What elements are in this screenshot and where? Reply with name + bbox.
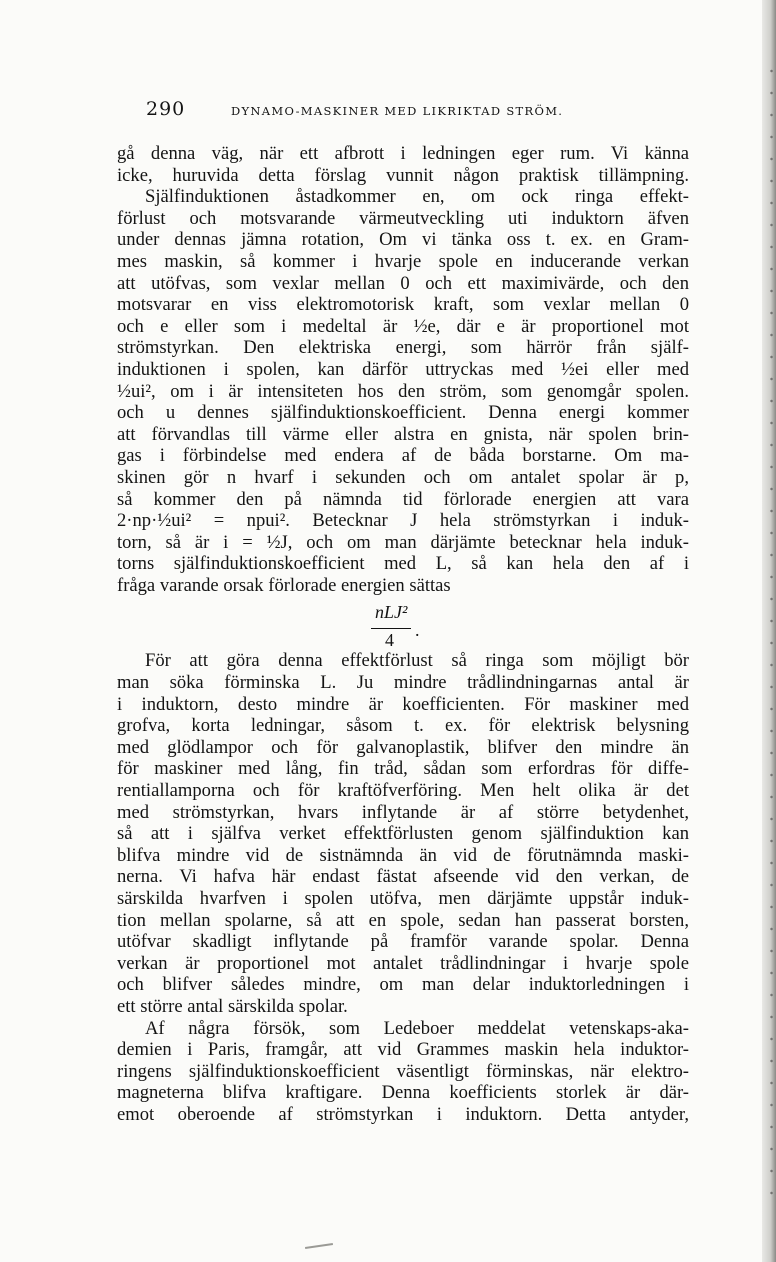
text-line: tion mellan spolarne, så att en spole, sedan han passerat borsten,	[117, 909, 689, 931]
text-line: utöfvar skadligt inflytande på framför varande spolar. Denna	[117, 931, 689, 953]
text-line: och blifver således mindre, om man delar induktorledningen i	[117, 974, 689, 996]
formula-period: .	[415, 620, 420, 641]
text-line: demien i Paris, framgår, att vid Grammes maskin hela induktor-	[117, 1039, 689, 1061]
text-line: torns själfinduktionskoefficient med L, så kan hela den af i	[117, 553, 689, 575]
text-line: skinen gör n hvarf i sekunden och om antalet spolar är p,	[117, 466, 689, 488]
text-line: förlust och motsvarande värmeutveckling uti induktorn äfven	[117, 207, 689, 229]
running-title: DYNAMO-MASKINER MED LIKRIKTAD STRÖM.	[231, 104, 564, 118]
body-text	[117, 143, 689, 1126]
text-line: ett större antal särskilda spolar.	[117, 995, 348, 1017]
text-line: under dennas jämna rotation, Om vi tänka oss t. ex. en Gram-	[117, 229, 689, 251]
text-line: och u dennes själfinduktionskoefficient. Denna energi kommer	[117, 402, 689, 424]
text-line: icke, huruvida detta förslag vunnit någon praktisk tillämpning.	[117, 164, 689, 186]
text-line: för maskiner med lång, fin tråd, sådan som erfordras för diffe-	[117, 758, 689, 780]
text-line: att utöfvas, som vexlar mellan 0 och ett maximivärde, och den	[117, 272, 689, 294]
paragraph-start: Själfinduktionen åstadkommer en, om ock ringa effekt-	[145, 186, 689, 208]
paragraph-start: Af några försök, som Ledeboer meddelat vetenskaps-aka-	[145, 1017, 689, 1039]
text-line: torn, så är i = ½J, och om man därjämte betecknar hela induk-	[117, 531, 689, 553]
energy-formula	[117, 596, 689, 650]
text-line: blifva mindre vid de sistnämnda än vid de förutnämnda maski-	[117, 844, 689, 866]
text-line: man söka förminska L. Ju mindre trådlindningarnas antal är	[117, 672, 689, 694]
scan-margin-dots	[770, 60, 773, 1210]
text-line: emot oberoende af strömstyrkan i induktorn. Detta antyder,	[117, 1103, 689, 1125]
text-line: induktionen i spolen, kan därför uttryckas med ½ei eller med	[117, 358, 689, 380]
text-line: verkan är proportionel mot antalet trådlindningar i hvarje spole	[117, 952, 689, 974]
text-line: motsvarar en viss elektromotorisk kraft, som vexlar mellan 0	[117, 294, 689, 316]
text-line: ringens själfinduktionskoefficient väsentligt förminskas, när elektro-	[117, 1060, 689, 1082]
page-edge	[762, 0, 776, 1262]
text-line: med strömstyrkan, hvars inflytande är af större betydenhet,	[117, 801, 689, 823]
text-line: nerna. Vi hafva här endast fästat afseende vid den verkan, de	[117, 866, 689, 888]
text-line: magneterna blifva kraftigare. Denna koefficients storlek är där-	[117, 1082, 689, 1104]
text-line: så att i själfva verket effektförlusten genom själfinduktion kan	[117, 823, 689, 845]
fraction-bar	[371, 628, 411, 629]
text-line: särskilda hvarfven i spolen utöfva, men därjämte uppstår induk-	[117, 888, 689, 909]
text-line: med glödlampor och för galvanoplastik, blifver den mindre än	[117, 736, 689, 758]
formula-denominator: 4	[385, 630, 394, 651]
text-line: att förvandlas till värme eller alstra en gnista, när spolen brin-	[117, 423, 689, 445]
paragraph-start: För att göra denna effektförlust så ringa som möjligt bör	[145, 650, 689, 672]
text-line: 2·np·½ui² = npui². Betecknar J hela strömstyrkan i induk-	[117, 510, 689, 532]
text-line: grofva, korta ledningar, såsom t. ex. för elektrisk belysning	[117, 715, 689, 737]
text-line: mes maskin, så kommer i hvarje spole en inducerande verkan	[117, 250, 689, 272]
text-line: gas i förbindelse med endera af de båda borstarne. Om ma-	[117, 445, 689, 467]
text-line: ½ui², om i är intensiteten hos den ström, som genomgår spolen.	[117, 380, 689, 402]
page-number: 290	[146, 98, 186, 120]
page-header	[118, 98, 698, 124]
text-line: gå denna väg, när ett afbrott i ledningen eger rum. Vi känna	[117, 143, 689, 164]
text-line: strömstyrkan. Den elektriska energi, som härrör från själf-	[117, 337, 689, 359]
text-line: rentiallamporna och för kraftöfverföring. Men helt olika är det	[117, 780, 689, 802]
formula-numerator: nLJ²	[375, 602, 408, 623]
text-line: så kommer den på nämnda tid förlorade energien att vara	[117, 488, 689, 510]
text-line: och e eller som i medeltal är ½e, där e är proportionel mot	[117, 315, 689, 337]
scan-mark	[305, 1243, 333, 1249]
text-line: i induktorn, desto mindre är koefficienten. För maskiner med	[117, 693, 689, 715]
text-line: fråga varande orsak förlorade energien sättas	[117, 574, 451, 596]
